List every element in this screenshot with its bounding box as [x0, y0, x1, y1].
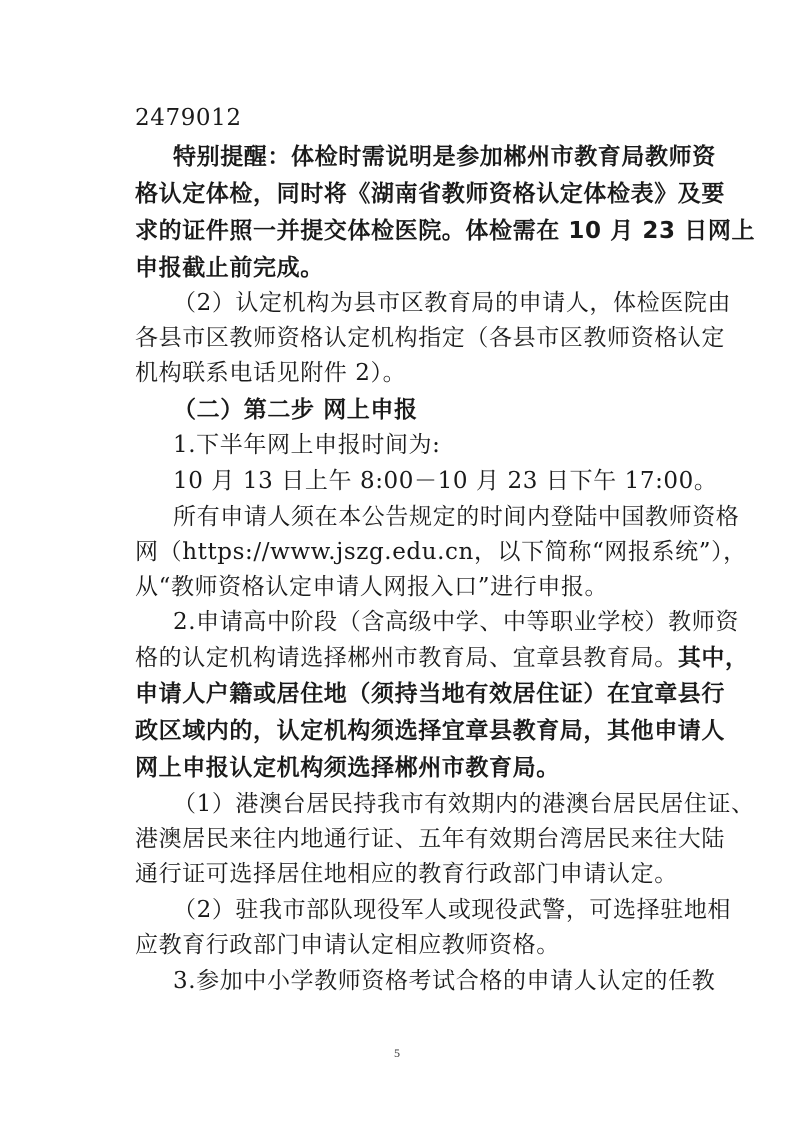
text-line-18: 政区域内的，认定机构须选择宜章县教育局，其他申请人	[135, 718, 725, 744]
text-line-21: 港澳居民来往内地通行证、五年有效期台湾居民来往大陆	[135, 826, 725, 852]
text-line-17: 申请人户籍或居住地（须持当地有效居住证）在宜章县行	[135, 681, 725, 707]
text-line-7: 各县市区教师资格认定机构指定（各县市区教师资格认定	[135, 325, 725, 351]
page-number: 5	[394, 1046, 400, 1060]
text-line-10: 1.下半年网上申报时间为:	[173, 432, 441, 458]
text-line-2: 特别提醒：体检时需说明是参加郴州市教育局教师资	[173, 144, 716, 170]
text-line-14: 从“教师资格认定申请人网报入口”进行申报。	[135, 574, 609, 600]
text-line-22: 通行证可选择居住地相应的教育行政部门申请认定。	[135, 861, 678, 887]
text-line-15: 2.申请高中阶段（含高级中学、中等职业学校）教师资	[173, 609, 739, 635]
text-line-20: （1）港澳台居民持我市有效期内的港澳台居民居住证、	[173, 791, 755, 817]
text-line-24: 应教育行政部门申请认定相应教师资格。	[135, 932, 560, 958]
text-line-5: 申报截止前完成。	[135, 255, 324, 281]
text-line-12: 所有申请人须在本公告规定的时间内登陆中国教师资格	[173, 504, 740, 530]
text-line-25: 3.参加中小学教师资格考试合格的申请人认定的任教	[173, 968, 716, 994]
text-line-8: 机构联系电话见附件 2）。	[135, 360, 407, 386]
text-line-6: （2）认定机构为县市区教育局的申请人，体检医院由	[173, 290, 732, 316]
text-line-16: 格的认定机构请选择郴州市教育局、宜章县教育局。其中，	[135, 645, 749, 671]
text-line-3: 格认定体检，同时将《湖南省教师资格认定体检表》及要	[135, 181, 725, 207]
text-line-23: （2）驻我市部队现役军人或现役武警，可选择驻地相	[173, 897, 732, 923]
text-line-19: 网上申报认定机构须选择郴州市教育局。	[135, 755, 560, 781]
text-line-13: 网（https://www.jszg.edu.cn，以下简称“网报系统”），	[135, 539, 747, 565]
text-line-4: 求的证件照一并提交体检医院。体检需在 10 月 23 日网上	[135, 218, 756, 244]
section-heading: （二）第二步 网上申报	[173, 397, 418, 423]
text-line-1: 2479012	[135, 105, 242, 131]
text-line-11: 10 月 13 日上午 8:00－10 月 23 日下午 17:00。	[173, 468, 718, 494]
